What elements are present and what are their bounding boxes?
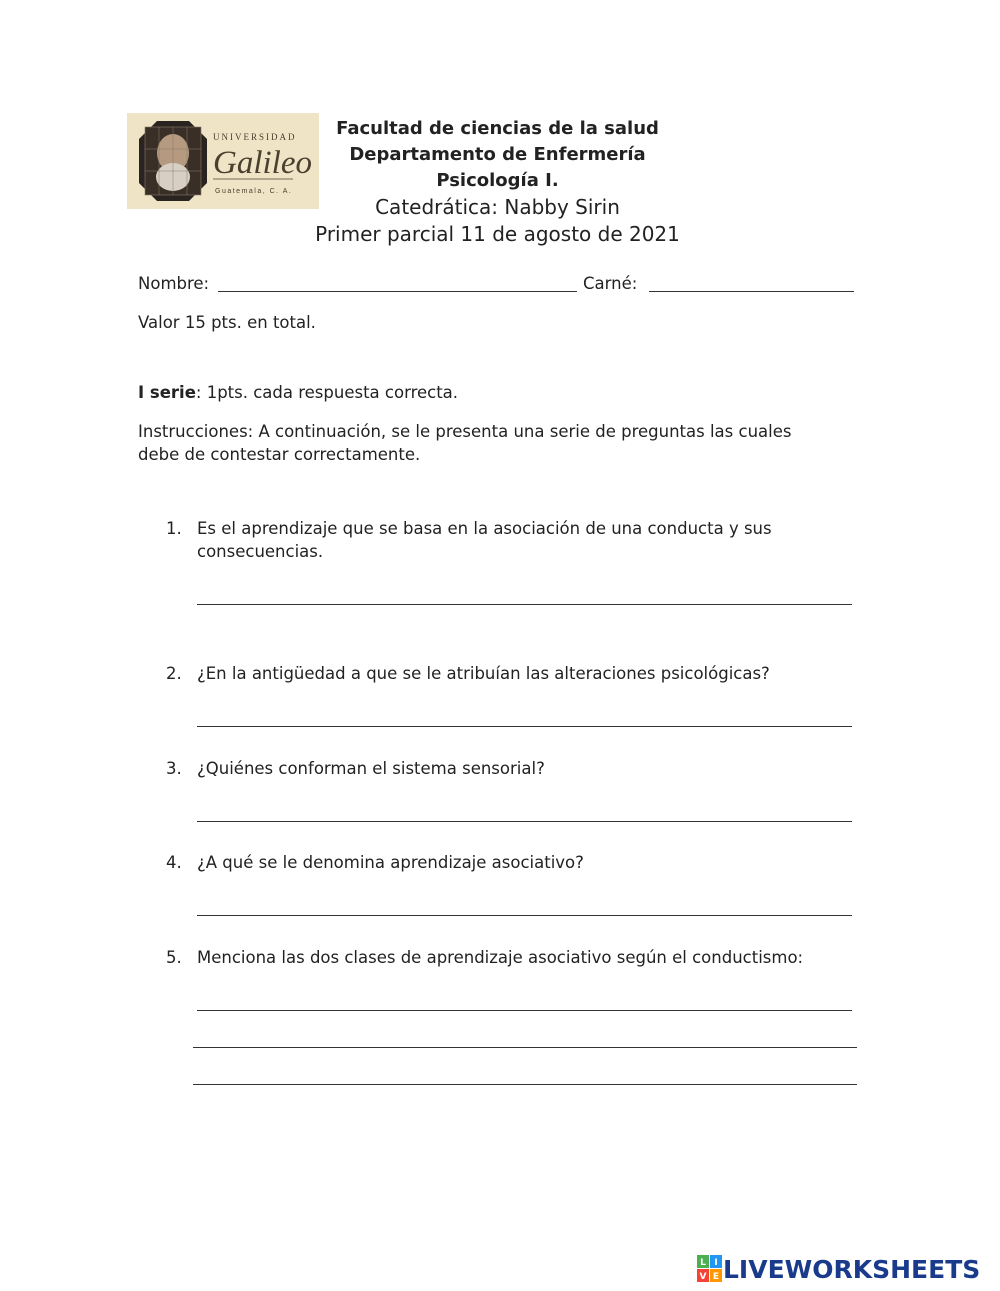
question-1-text-line1: Es el aprendizaje que se basa en la asociación de una conducta y sus <box>197 519 772 538</box>
answer-line-5c[interactable] <box>193 1084 857 1085</box>
logo-line2: Galileo <box>213 145 312 181</box>
name-field[interactable] <box>218 291 577 292</box>
university-logo <box>127 113 319 209</box>
badge-letter-v: V <box>699 1272 707 1282</box>
serie-heading <box>138 381 458 404</box>
question-2-number: 2. <box>166 664 182 683</box>
question-3-number: 3. <box>166 759 182 778</box>
question-5-number: 5. <box>166 948 182 967</box>
logo-line1: UNIVERSIDAD <box>213 132 297 142</box>
question-4-text: ¿A qué se le denomina aprendizaje asociativo? <box>197 853 584 872</box>
badge-letter-e: E <box>712 1272 720 1282</box>
exam-date-line: Primer parcial 11 de agosto de 2021 <box>315 222 680 246</box>
question-1-text-line2: consecuencias. <box>197 542 324 561</box>
answer-line-5a[interactable] <box>197 1010 852 1011</box>
faculty-title: Facultad de ciencias de la salud <box>336 118 659 139</box>
question-1-number: 1. <box>166 519 182 538</box>
serie-points: : 1pts. cada respuesta correcta. <box>195 383 459 402</box>
liveworksheets-badge-icon <box>697 1255 723 1283</box>
carne-field[interactable] <box>649 291 854 292</box>
teacher-line: Catedrática: Nabby Sirin <box>375 195 620 219</box>
instructions-line1: Instrucciones: A continuación, se le presenta una serie de preguntas las cuales <box>138 422 792 441</box>
logo-line3: Guatemala, C. A. <box>215 188 293 195</box>
question-4-number: 4. <box>166 853 182 872</box>
answer-line-1[interactable] <box>197 604 852 605</box>
instructions-line2: debe de contestar correctamente. <box>138 445 421 464</box>
liveworksheets-logo <box>697 1255 980 1283</box>
department-title: Departamento de Enfermería <box>349 144 646 165</box>
badge-letter-i: I <box>714 1258 718 1268</box>
course-title: Psicología I. <box>436 170 559 191</box>
badge-letter-l: L <box>700 1258 706 1268</box>
carne-label: Carné: <box>583 274 638 293</box>
value-text: Valor 15 pts. en total. <box>138 313 316 332</box>
serie-title: I serie <box>138 383 196 402</box>
name-label: Nombre: <box>138 274 210 293</box>
answer-line-4[interactable] <box>197 915 852 916</box>
answer-line-3[interactable] <box>197 821 852 822</box>
liveworksheets-brand: LIVEWORKSHEETS <box>723 1254 981 1284</box>
question-3-text: ¿Quiénes conforman el sistema sensorial? <box>197 759 545 778</box>
answer-line-5b[interactable] <box>193 1047 857 1048</box>
question-2-text: ¿En la antigüedad a que se le atribuían las alteraciones psicológicas? <box>197 664 770 683</box>
answer-line-2[interactable] <box>197 726 852 727</box>
question-5-text: Menciona las dos clases de aprendizaje asociativo según el conductismo: <box>197 948 804 967</box>
